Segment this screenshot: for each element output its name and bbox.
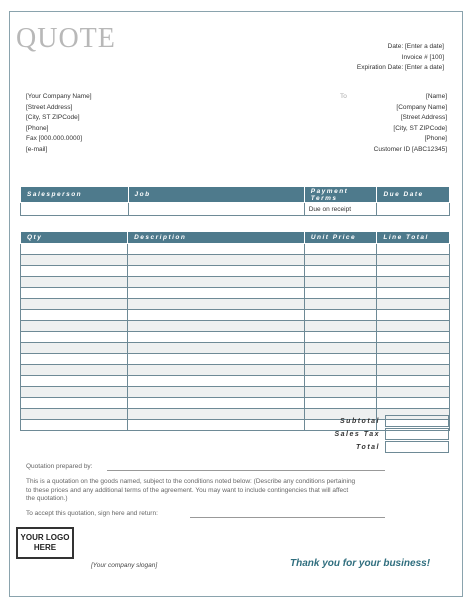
item-row bbox=[21, 266, 450, 277]
prepared-by-label: Quotation prepared by: bbox=[26, 463, 93, 470]
line-total-cell[interactable] bbox=[377, 387, 450, 398]
description-cell[interactable] bbox=[128, 354, 305, 365]
qty-cell[interactable] bbox=[21, 376, 128, 387]
unit-price-cell[interactable] bbox=[304, 365, 377, 376]
line-total-cell[interactable] bbox=[377, 343, 450, 354]
header-payment-terms: Payment Terms bbox=[304, 187, 377, 203]
item-row bbox=[21, 255, 450, 266]
invoice-number-field[interactable]: Invoice # [100] bbox=[401, 53, 444, 61]
items-table bbox=[20, 231, 450, 431]
item-row bbox=[21, 387, 450, 398]
line-total-cell[interactable] bbox=[377, 277, 450, 288]
accept-label: To accept this quotation, sign here and return: bbox=[26, 510, 158, 517]
unit-price-cell[interactable] bbox=[304, 266, 377, 277]
recipient-phone[interactable]: [Phone] bbox=[424, 135, 447, 142]
line-total-cell[interactable] bbox=[377, 376, 450, 387]
item-row bbox=[21, 310, 450, 321]
qty-cell[interactable] bbox=[21, 266, 128, 277]
line-total-cell[interactable] bbox=[377, 354, 450, 365]
qty-cell[interactable] bbox=[21, 255, 128, 266]
info-table bbox=[20, 186, 450, 216]
total-value[interactable] bbox=[385, 441, 449, 453]
header-unit-price: Unit Price bbox=[304, 232, 377, 244]
description-cell[interactable] bbox=[128, 310, 305, 321]
unit-price-cell[interactable] bbox=[304, 299, 377, 310]
document-title: QUOTE bbox=[16, 23, 116, 54]
line-total-cell[interactable] bbox=[377, 299, 450, 310]
description-cell[interactable] bbox=[128, 255, 305, 266]
line-total-cell[interactable] bbox=[377, 321, 450, 332]
qty-cell[interactable] bbox=[21, 244, 128, 255]
recipient-name[interactable]: [Name] bbox=[426, 93, 447, 100]
description-cell[interactable] bbox=[128, 332, 305, 343]
date-field[interactable]: Date: [Enter a date] bbox=[387, 43, 444, 50]
qty-cell[interactable] bbox=[21, 277, 128, 288]
description-cell[interactable] bbox=[128, 266, 305, 277]
prepared-by-line[interactable] bbox=[107, 470, 385, 471]
recipient-city[interactable]: [City, ST ZIPCode] bbox=[393, 124, 447, 132]
unit-price-cell[interactable] bbox=[304, 244, 377, 255]
company-slogan[interactable]: [Your company slogan] bbox=[91, 562, 158, 569]
description-cell[interactable] bbox=[128, 365, 305, 376]
qty-cell[interactable] bbox=[21, 310, 128, 321]
description-cell[interactable] bbox=[128, 244, 305, 255]
salesperson-cell[interactable] bbox=[21, 203, 129, 216]
subtotal-label: Subtotal bbox=[340, 418, 380, 425]
item-row bbox=[21, 321, 450, 332]
description-cell[interactable] bbox=[128, 398, 305, 409]
sales-tax-value[interactable] bbox=[385, 428, 449, 440]
header-qty: Qty bbox=[21, 232, 128, 244]
customer-id[interactable]: Customer ID [ABC12345] bbox=[373, 145, 447, 153]
unit-price-cell[interactable] bbox=[304, 288, 377, 299]
item-row bbox=[21, 365, 450, 376]
qty-cell[interactable] bbox=[21, 288, 128, 299]
item-row bbox=[21, 244, 450, 255]
unit-price-cell[interactable] bbox=[304, 398, 377, 409]
item-row bbox=[21, 332, 450, 343]
unit-price-cell[interactable] bbox=[304, 310, 377, 321]
item-row bbox=[21, 398, 450, 409]
line-total-cell[interactable] bbox=[377, 310, 450, 321]
unit-price-cell[interactable] bbox=[304, 332, 377, 343]
sender-company[interactable]: [Your Company Name] bbox=[26, 93, 92, 100]
header-salesperson: Salesperson bbox=[21, 187, 129, 203]
qty-cell[interactable] bbox=[21, 365, 128, 376]
sender-fax[interactable]: Fax [000.000.0000] bbox=[26, 135, 83, 142]
item-row bbox=[21, 376, 450, 387]
thank-you-message: Thank you for your business! bbox=[290, 558, 431, 569]
sender-city[interactable]: [City, ST ZIPCode] bbox=[26, 114, 80, 121]
description-cell[interactable] bbox=[128, 299, 305, 310]
description-cell[interactable] bbox=[128, 387, 305, 398]
to-label: To bbox=[340, 93, 347, 100]
unit-price-cell[interactable] bbox=[304, 343, 377, 354]
header-line-total: Line Total bbox=[377, 232, 450, 244]
logo-text-line2: HERE bbox=[33, 543, 57, 552]
unit-price-cell[interactable] bbox=[304, 376, 377, 387]
description-cell[interactable] bbox=[128, 376, 305, 387]
line-total-cell[interactable] bbox=[377, 266, 450, 277]
item-row bbox=[21, 299, 450, 310]
subtotal-value[interactable] bbox=[385, 415, 449, 427]
unit-price-cell[interactable] bbox=[304, 321, 377, 332]
unit-price-cell[interactable] bbox=[304, 277, 377, 288]
qty-cell[interactable] bbox=[21, 420, 128, 431]
logo-text-line1: YOUR LOGO bbox=[20, 533, 70, 542]
quotation-note: This is a quotation on the goods named, subject to the conditions noted below: (Describe any conditions pertaining to these prices and any additional terms of the agreement. You may want to include contingencies that will affect the quotation.) bbox=[26, 478, 356, 502]
description-cell[interactable] bbox=[128, 409, 305, 420]
unit-price-cell[interactable] bbox=[304, 354, 377, 365]
header-due-date: Due Date bbox=[377, 187, 450, 203]
item-row bbox=[21, 343, 450, 354]
qty-cell[interactable] bbox=[21, 321, 128, 332]
sender-email[interactable]: [e-mail] bbox=[26, 145, 48, 153]
description-cell[interactable] bbox=[128, 321, 305, 332]
expiration-date-field[interactable]: Expiration Date: [Enter a date] bbox=[356, 64, 444, 71]
line-total-cell[interactable] bbox=[377, 255, 450, 266]
header-description: Description bbox=[128, 232, 305, 244]
item-row bbox=[21, 354, 450, 365]
item-row bbox=[21, 288, 450, 299]
qty-cell[interactable] bbox=[21, 343, 128, 354]
unit-price-cell[interactable] bbox=[304, 255, 377, 266]
job-cell[interactable] bbox=[128, 203, 304, 216]
qty-cell[interactable] bbox=[21, 332, 128, 343]
item-row bbox=[21, 277, 450, 288]
qty-cell[interactable] bbox=[21, 354, 128, 365]
recipient-street[interactable]: [Street Address] bbox=[400, 114, 447, 121]
line-total-cell[interactable] bbox=[377, 244, 450, 255]
header-job: Job bbox=[128, 187, 304, 203]
qty-cell[interactable] bbox=[21, 299, 128, 310]
line-total-cell[interactable] bbox=[377, 365, 450, 376]
sender-phone[interactable]: [Phone] bbox=[26, 124, 49, 132]
line-total-cell[interactable] bbox=[377, 288, 450, 299]
line-total-cell[interactable] bbox=[377, 398, 450, 409]
total-label: Total bbox=[356, 444, 380, 451]
due-date-cell[interactable] bbox=[377, 203, 450, 216]
sender-street[interactable]: [Street Address] bbox=[26, 103, 73, 111]
sender-address bbox=[26, 92, 92, 155]
sales-tax-label: Sales Tax bbox=[334, 431, 380, 438]
payment-terms-cell[interactable]: Due on receipt bbox=[304, 203, 377, 216]
description-cell[interactable] bbox=[128, 343, 305, 354]
recipient-company[interactable]: [Company Name] bbox=[396, 103, 447, 111]
signature-line[interactable] bbox=[190, 517, 385, 518]
description-cell[interactable] bbox=[128, 277, 305, 288]
logo-placeholder bbox=[16, 527, 74, 559]
description-cell[interactable] bbox=[128, 288, 305, 299]
description-cell[interactable] bbox=[128, 420, 305, 431]
line-total-cell[interactable] bbox=[377, 332, 450, 343]
qty-cell[interactable] bbox=[21, 398, 128, 409]
qty-cell[interactable] bbox=[21, 387, 128, 398]
qty-cell[interactable] bbox=[21, 409, 128, 420]
recipient-address bbox=[374, 92, 447, 155]
unit-price-cell[interactable] bbox=[304, 387, 377, 398]
